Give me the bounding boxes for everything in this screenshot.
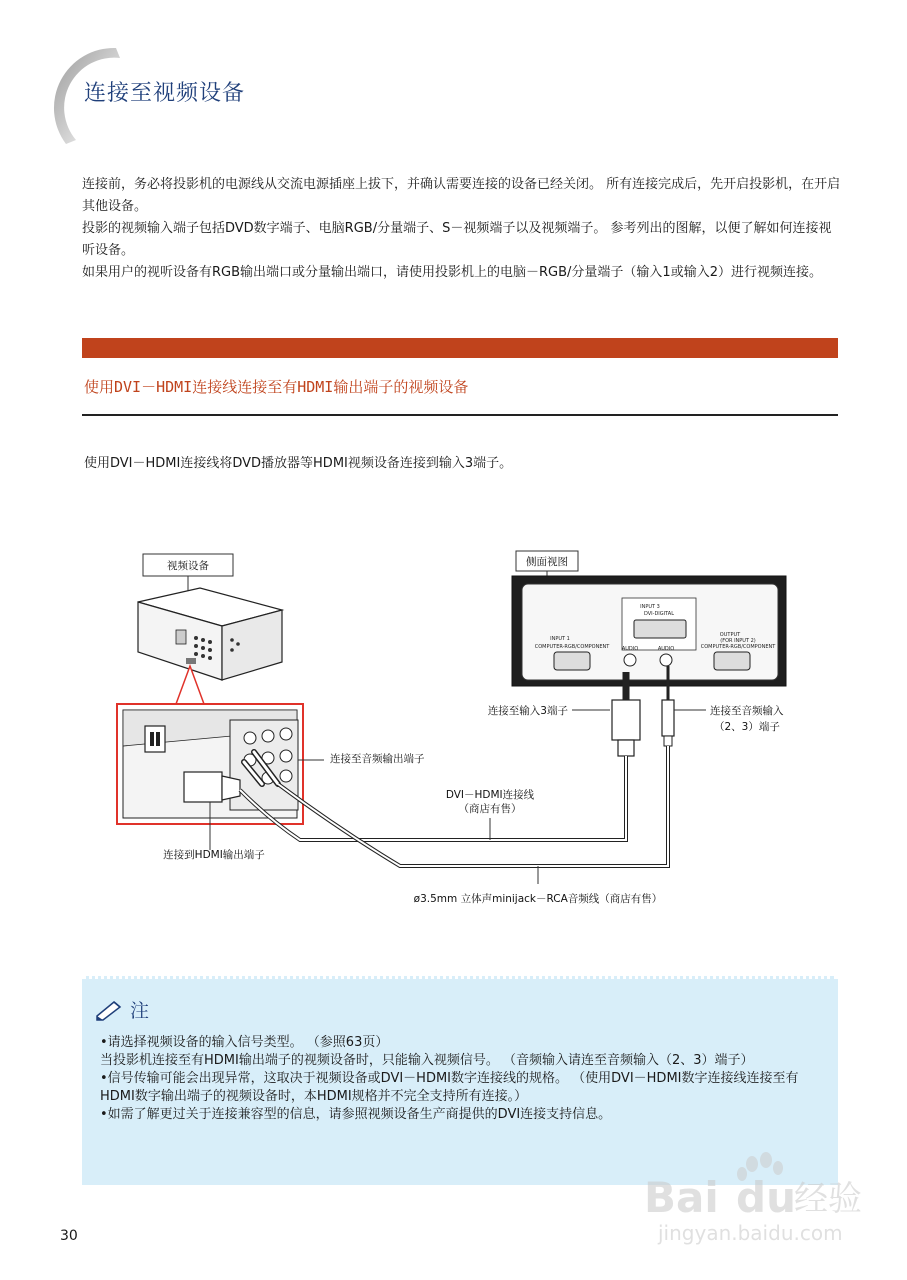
section-description: 使用DVI－HDMI连接线将DVD播放器等HDMI视频设备连接到输入3端子。 [84,456,513,471]
note-line: 当投影机连接至有HDMI输出端子的视频设备时，只能输入视频信号。 （音频输入请连至音频输入（2、3）端子） [100,1053,754,1068]
section-heading: 使用DVI－HDMI连接线连接至有HDMI输出端子的视频设备 [84,378,469,396]
watermark-brand: Bai [644,1173,719,1222]
note-line: •信号传输可能会出现异常，这取决于视频设备或DVI－HDMI数字连接线的规格。 （使用DVI－HDMI数字连接线连接至有HDMI数字输出端子的视频设备时，本HDMI规格并不完全支持所有连接。） [100,1071,799,1104]
intro-paragraph: 连接前，务必将投影机的电源线从交流电源插座上拔下，并确认需要连接的设备已经关闭。 所有连接完成后，先开启投影机，在开启其他设备。 [82,177,841,214]
cable-name-label-2: （商店有售） [458,803,522,815]
intro-paragraph: 投影的视频输入端子包括DVD数字端子、电脑RGB/分量端子、S－视频端子以及视频端子。 参考列出的图解，以便了解如何连接视听设备。 [82,221,832,258]
output-label: OUTPUT [719,632,741,638]
watermark-url: jingyan.baidu.com [658,1221,843,1245]
page-title: 连接至视频设备 [84,81,246,106]
input1-label: INPUT 1 [550,636,570,642]
projector-panel-illustration [512,576,786,686]
page-number: 30 [60,1228,78,1244]
connect-audio-in-label: 连接至音频输入 [710,705,784,717]
computer-rgb-label: COMPUTER-RGB/COMPONENT [534,644,610,650]
section-color-bar [82,338,838,358]
pencil-icon [94,998,126,1022]
note-line: •请选择视频设备的输入信号类型。 （参照63页） [100,1035,389,1050]
note-heading [94,996,149,1023]
note-line: •如需了解更过关于连接兼容型的信息，请参照视频设备生产商提供的DVI连接支持信息。 [100,1107,612,1122]
audio-cable-label: ø3.5mm 立体声minijack－RCA音频线（商店有售） [413,893,663,905]
connect-input3-label: 连接至输入3端子 [487,705,568,717]
note-title: 注 [130,1000,150,1022]
audio-label-1: AUDIO [621,646,639,652]
watermark-brand-suffix: du [736,1173,796,1222]
section-divider [82,414,838,416]
watermark-brand-cn: 经验 [794,1179,862,1219]
connect-hdmi-out-label: 连接到HDMI输出端子 [163,849,265,861]
for-input2-label: (FOR INPUT 2) [720,638,756,644]
note-body [100,1034,820,1124]
audio-label-2: AUDIO [657,646,675,652]
video-device-label: 视频设备 [167,560,209,572]
connection-diagram [0,540,907,920]
intro-text [82,174,842,284]
output-rgb-label: COMPUTER-RGB/COMPONENT [700,644,776,650]
side-view-label: 侧面视图 [526,556,568,568]
baidu-watermark [644,1150,874,1250]
connect-audio-out-label: 连接至音频输出端子 [330,753,425,765]
connect-audio-in-label-2: （2、3）端子 [714,721,780,733]
dvi-digital-label: DVI-DIGITAL [643,611,675,617]
dvd-player-illustration [138,588,282,680]
cable-name-label: DVI－HDMI连接线 [445,789,535,801]
power-connector-illustration [145,726,165,752]
intro-paragraph: 如果用户的视听设备有RGB输出端口或分量输出端口，请使用投影机上的电脑－RGB/分量端子（输入1或输入2）进行视频连接。 [82,265,822,280]
input3-label: INPUT 3 [640,604,660,610]
